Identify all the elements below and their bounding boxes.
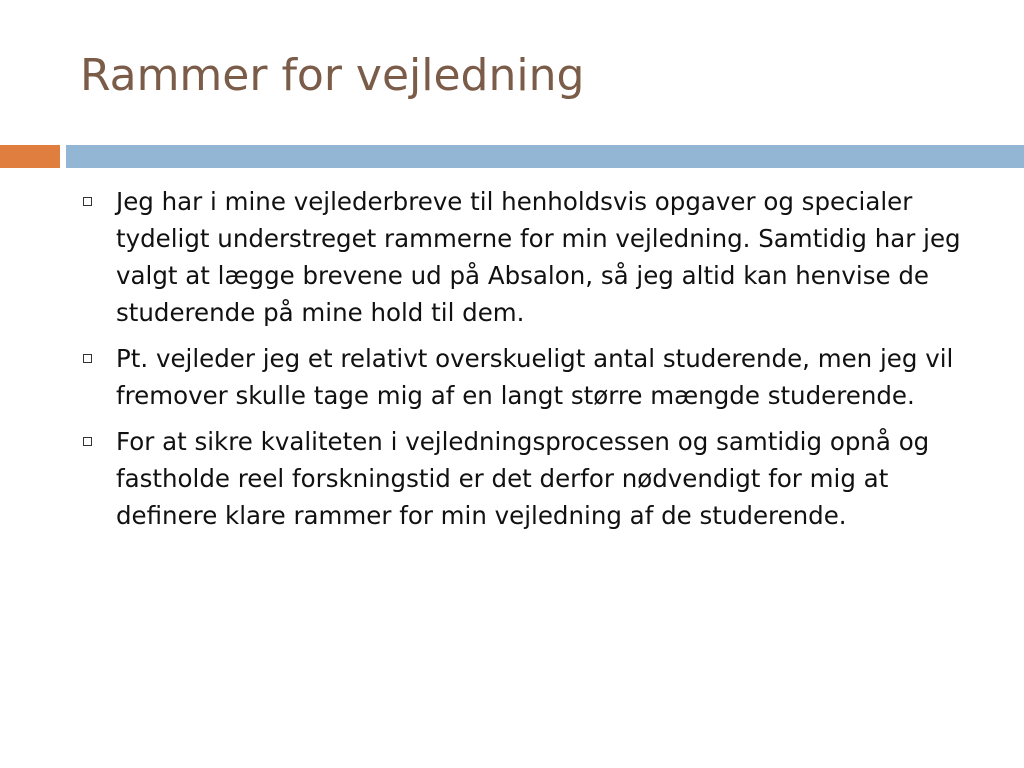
- bullet-list: [80, 183, 980, 543]
- slide-title: Rammer for vejledning: [80, 50, 585, 101]
- square-bullet-icon: [83, 437, 92, 446]
- bullet-text: Pt. vejleder jeg et relativt overskueligt antal studerende, men jeg vil fremover skulle tage mig af en langt større mængde studerende.: [116, 344, 954, 410]
- bullet-item-1: [80, 183, 980, 331]
- accent-bar-blue: [66, 145, 1024, 168]
- bullet-text: Jeg har i mine vejlederbreve til henholdsvis opgaver og specialer tydeligt understreget rammerne for min vejledning. Samtidig har jeg valgt at lægge brevene ud på Absalon, så jeg altid kan henvise de studerende på mine hold til dem.: [116, 187, 961, 327]
- bullet-item-3: [80, 423, 980, 534]
- accent-bar-orange: [0, 145, 60, 168]
- bullet-text: For at sikre kvaliteten i vejledningsprocessen og samtidig opnå og fastholde reel forskningstid er det derfor nødvendigt for mig at definere klare rammer for min vejledning af de studerende.: [116, 427, 930, 530]
- bullet-item-2: [80, 340, 980, 414]
- square-bullet-icon: [83, 354, 92, 363]
- square-bullet-icon: [83, 197, 92, 206]
